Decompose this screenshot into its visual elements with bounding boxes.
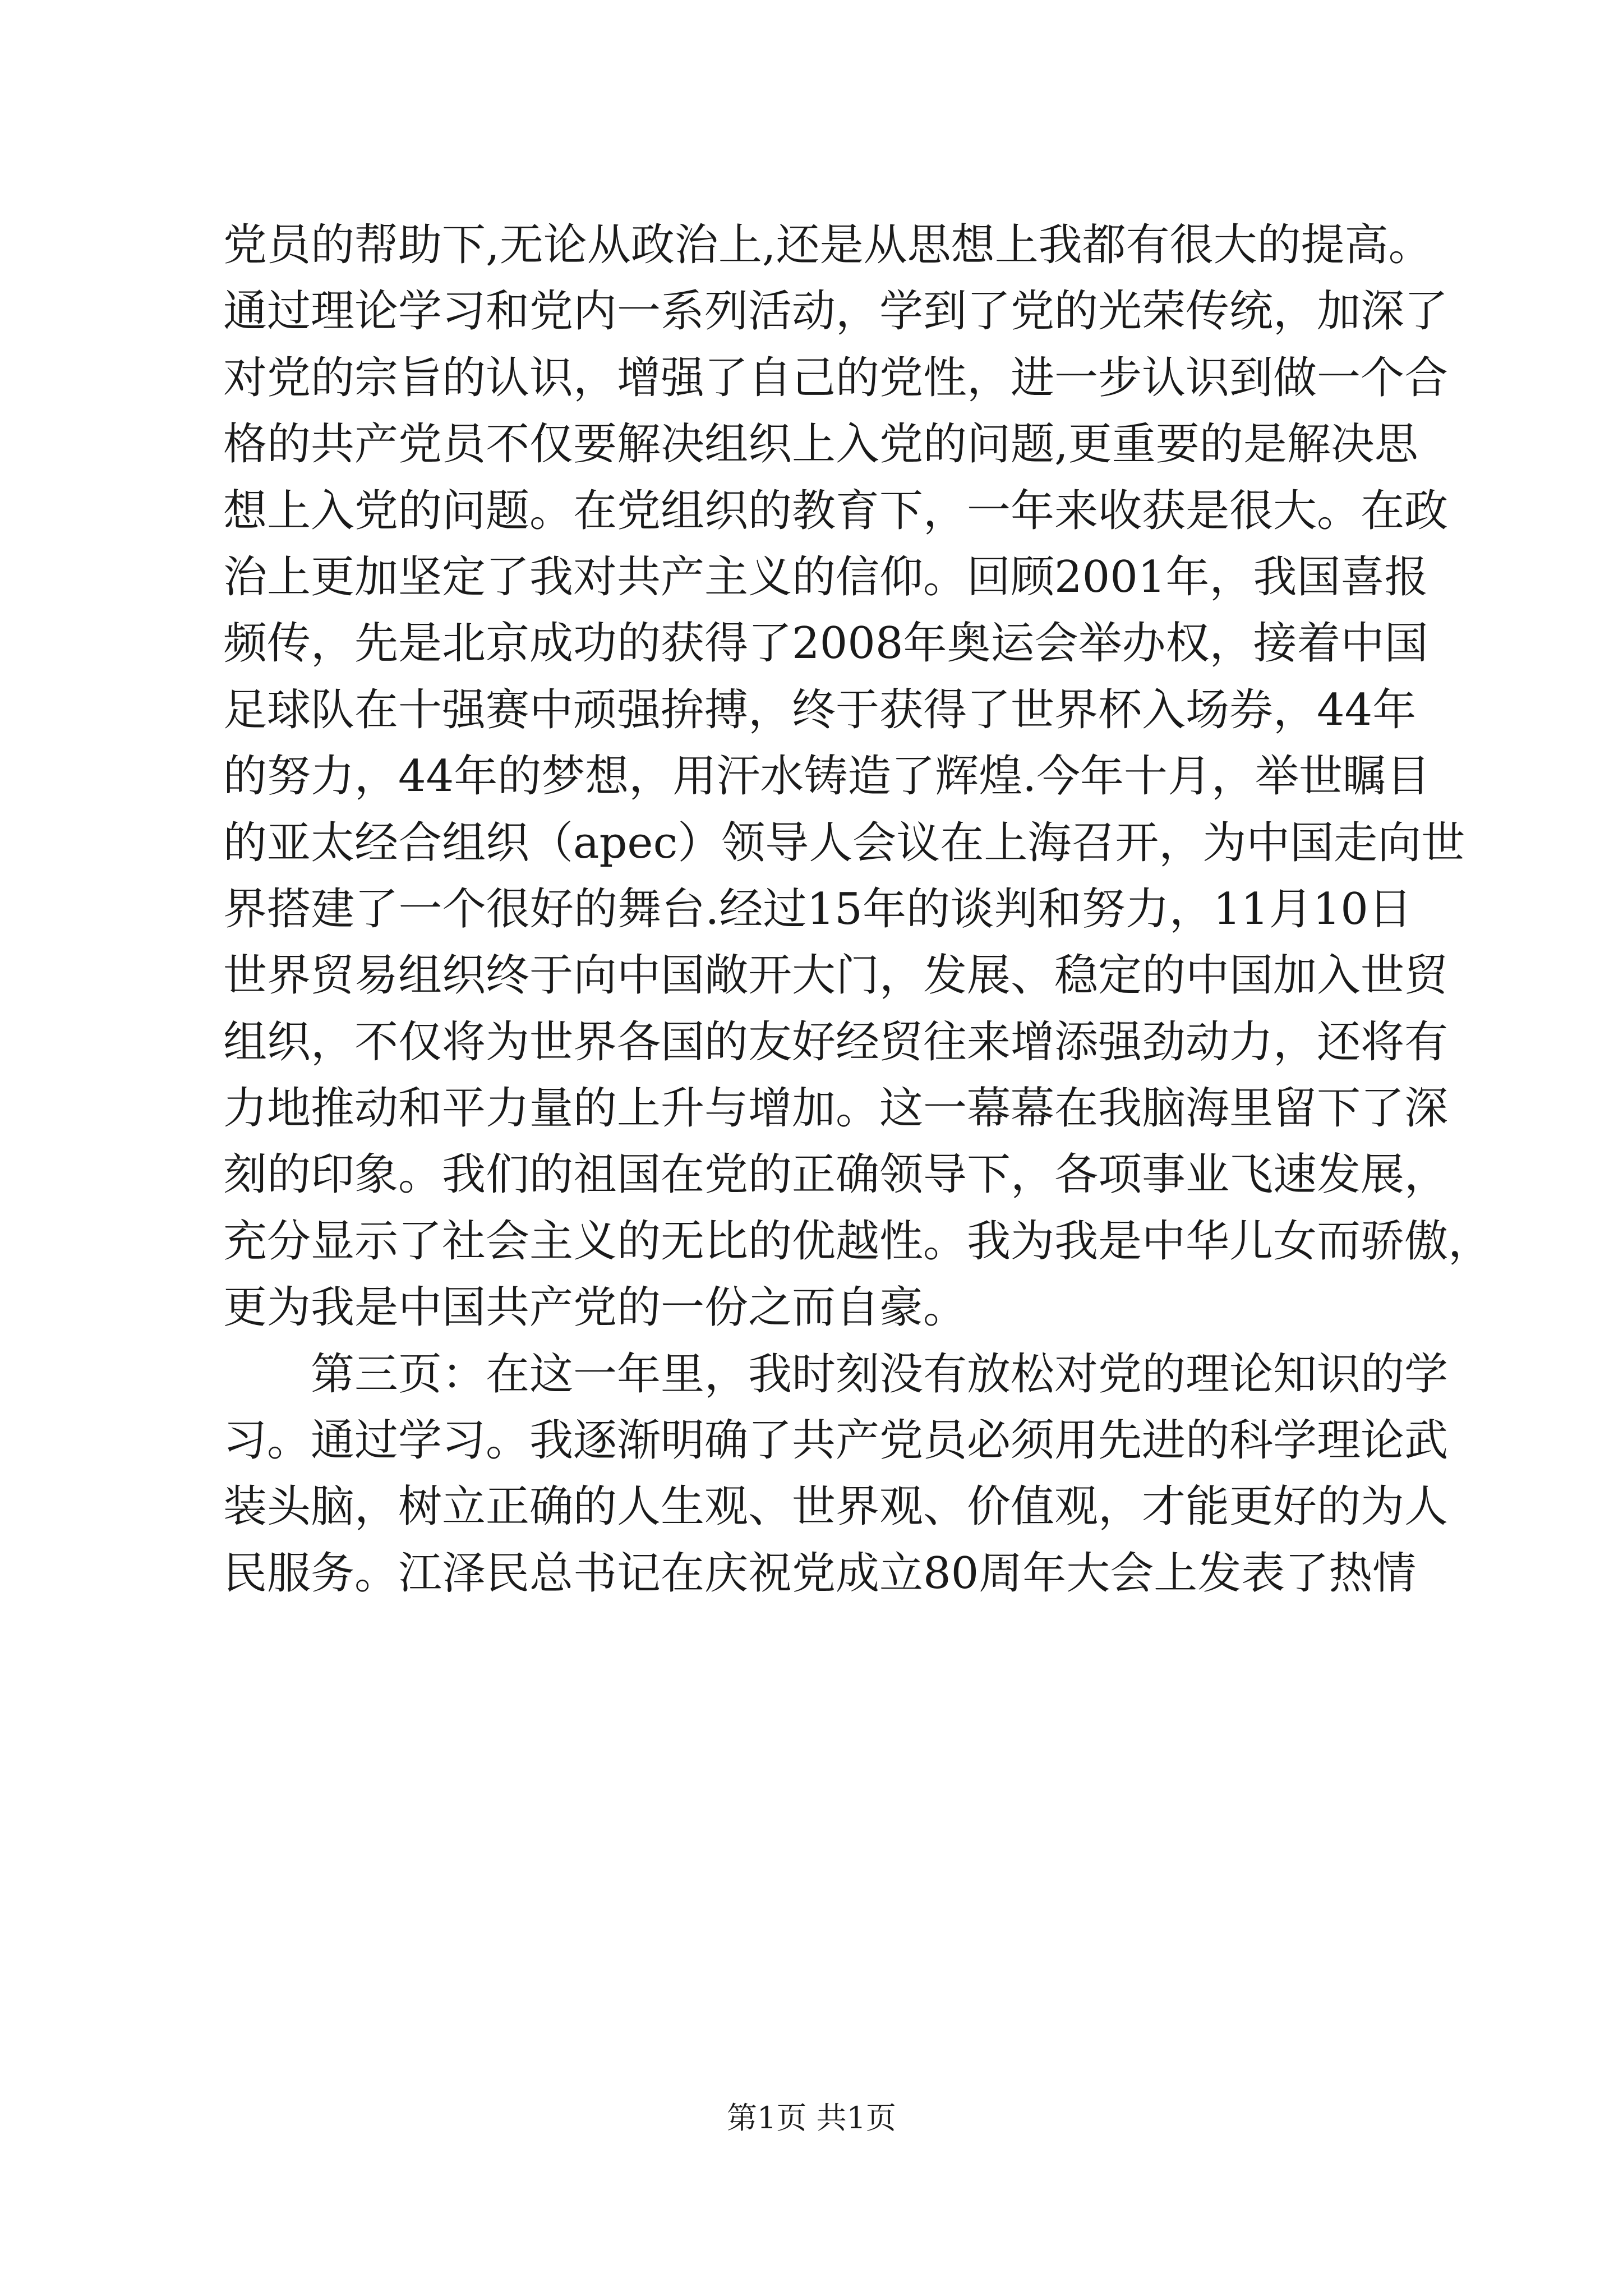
page-number-label: 第1页 共1页 bbox=[727, 2100, 896, 2136]
text-line: 治上更加坚定了我对共产主义的信仰。回顾2001年，我国喜报 bbox=[223, 551, 1428, 602]
text-line: 更为我是中国共产党的一份之而自豪。 bbox=[223, 1282, 967, 1333]
text-line: 刻的印象。我们的祖国在党的正确领导下，各项事业飞速发展， bbox=[223, 1149, 1449, 1200]
text-line: 世界贸易组织终于向中国敞开大门，发展、稳定的中国加入世贸 bbox=[223, 950, 1449, 1001]
text-line: 足球队在十强赛中顽强拚搏，终于获得了世界杯入场券，44年 bbox=[223, 684, 1417, 735]
paragraph-2 bbox=[223, 1341, 1449, 1607]
text-line: 力地推动和平力量的上升与增加。这一幕幕在我脑海里留下了深 bbox=[223, 1083, 1449, 1134]
text-line: 格的共产党员不仅要解决组织上入党的问题,更重要的是解决思 bbox=[223, 419, 1418, 470]
text-line: 频传，先是北京成功的获得了2008年奥运会举办权，接着中国 bbox=[223, 618, 1428, 669]
text-line: 装头脑，树立正确的人生观、世界观、价值观，才能更好的为人 bbox=[223, 1481, 1449, 1533]
text-line: 第三页：在这一年里，我时刻没有放松对党的理论知识的学 bbox=[311, 1349, 1449, 1400]
text-line: 党员的帮助下,无论从政治上,还是从思想上我都有很大的提高。 bbox=[223, 220, 1432, 270]
text-line: 习。通过学习。我逐渐明确了共产党员必须用先进的科学理论武 bbox=[223, 1415, 1449, 1466]
text-line: 民服务。江泽民总书记在庆祝党成立80周年大会上发表了热情 bbox=[223, 1548, 1417, 1599]
page-footer bbox=[0, 2099, 1623, 2138]
document-body bbox=[223, 212, 1492, 1607]
text-line: 组织，不仅将为世界各国的友好经贸往来增添强劲动力，还将有 bbox=[223, 1016, 1449, 1068]
text-line: 界搭建了一个很好的舞台.经过15年的谈判和努力，11月10日 bbox=[223, 884, 1412, 935]
text-line: 的亚太经合组织（apec）领导人会议在上海召开，为中国走向世 bbox=[223, 817, 1465, 868]
text-line: 对党的宗旨的认识，增强了自己的党性，进一步认识到做一个合 bbox=[223, 352, 1449, 403]
text-line: 的努力，44年的梦想，用汗水铸造了辉煌.今年十月，举世瞩目 bbox=[223, 751, 1431, 802]
text-line: 想上入党的问题。在党组织的教育下，一年来收获是很大。在政 bbox=[223, 485, 1449, 536]
text-line: 充分显示了社会主义的无比的优越性。我为我是中华儿女而骄傲， bbox=[223, 1216, 1492, 1267]
text-line: 通过理论学习和党内一系列活动，学到了党的光荣传统，加深了 bbox=[223, 286, 1449, 337]
paragraph-1 bbox=[223, 212, 1492, 1341]
